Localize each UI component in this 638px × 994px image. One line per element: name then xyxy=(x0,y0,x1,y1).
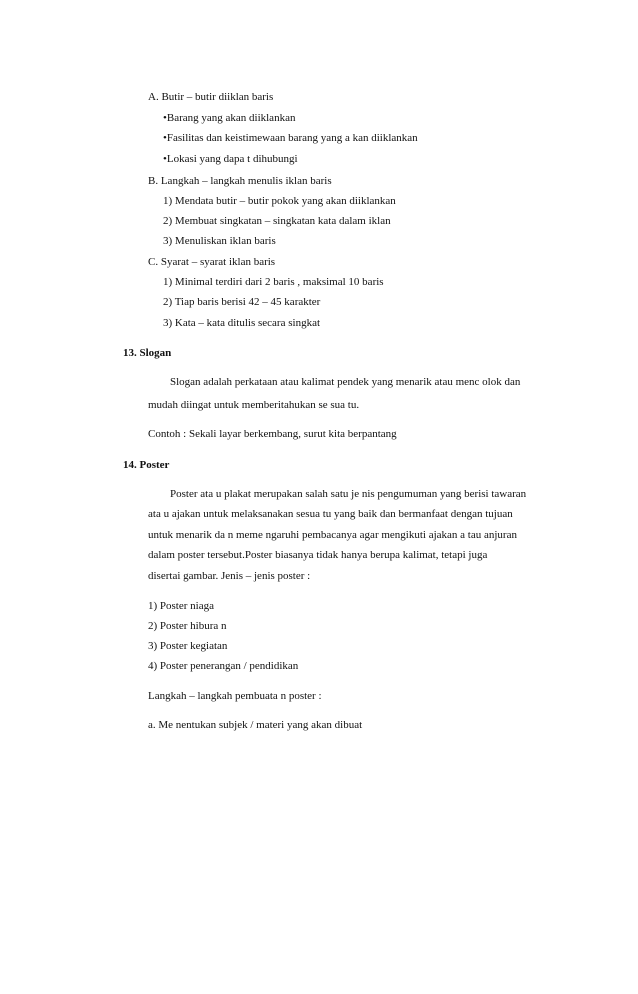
poster-type-2: 2) Poster hibura n xyxy=(148,620,227,632)
section-a-bullet-1: •Barang yang akan diiklankan xyxy=(163,112,296,124)
section-c-heading: C. Syarat – syarat iklan baris xyxy=(148,256,276,268)
poster-type-1: 1) Poster niaga xyxy=(148,600,214,612)
slogan-heading: 13. Slogan xyxy=(123,347,172,359)
slogan-example: Contoh : Sekali layar berkembang, surut kita berpantang xyxy=(148,428,397,440)
section-a-heading: A. Butir – butir diiklan baris xyxy=(148,91,274,103)
section-b-item-3: 3) Menuliskan iklan baris xyxy=(163,235,276,247)
section-b-item-2: 2) Membuat singkatan – singkatan kata dalam iklan xyxy=(163,215,391,227)
section-a-bullet-3: •Lokasi yang dapa t dihubungi xyxy=(163,153,298,165)
section-c-item-3: 3) Kata – kata ditulis secara singkat xyxy=(163,317,321,329)
poster-paragraph-line-5: disertai gambar. Jenis – jenis poster : xyxy=(148,570,311,582)
poster-paragraph-line-4: dalam poster tersebut.Poster biasanya tidak hanya berupa kalimat, tetapi juga xyxy=(148,549,488,561)
poster-step-a: a. Me nentukan subjek / materi yang akan dibuat xyxy=(148,719,363,731)
section-c-item-1: 1) Minimal terdiri dari 2 baris , maksimal 10 baris xyxy=(163,276,384,288)
section-b-item-1: 1) Mendata butir – butir pokok yang akan diiklankan xyxy=(163,195,396,207)
slogan-paragraph-line-2: mudah diingat untuk memberitahukan se sua tu. xyxy=(148,399,360,411)
poster-type-4: 4) Poster penerangan / pendidikan xyxy=(148,660,299,672)
poster-type-3: 3) Poster kegiatan xyxy=(148,640,228,652)
slogan-paragraph-line-1: Slogan adalah perkataan atau kalimat pendek yang menarik atau menc olok dan xyxy=(170,376,521,388)
section-a-bullet-2: •Fasilitas dan keistimewaan barang yang a kan diiklankan xyxy=(163,132,418,144)
section-c-item-2: 2) Tiap baris berisi 42 – 45 karakter xyxy=(163,296,321,308)
section-b-heading: B. Langkah – langkah menulis iklan baris xyxy=(148,175,332,187)
poster-paragraph-line-3: untuk menarik da n meme ngaruhi pembacanya agar mengikuti ajakan a tau anjuran xyxy=(148,529,517,541)
poster-heading: 14. Poster xyxy=(123,459,170,471)
poster-paragraph-line-1: Poster ata u plakat merupakan salah satu je nis pengumuman yang berisi tawaran xyxy=(170,488,527,500)
poster-paragraph-line-2: ata u ajakan untuk melaksanakan sesua tu yang baik dan bermanfaat dengan tujuan xyxy=(148,508,513,520)
poster-steps-heading: Langkah – langkah pembuata n poster : xyxy=(148,690,322,702)
